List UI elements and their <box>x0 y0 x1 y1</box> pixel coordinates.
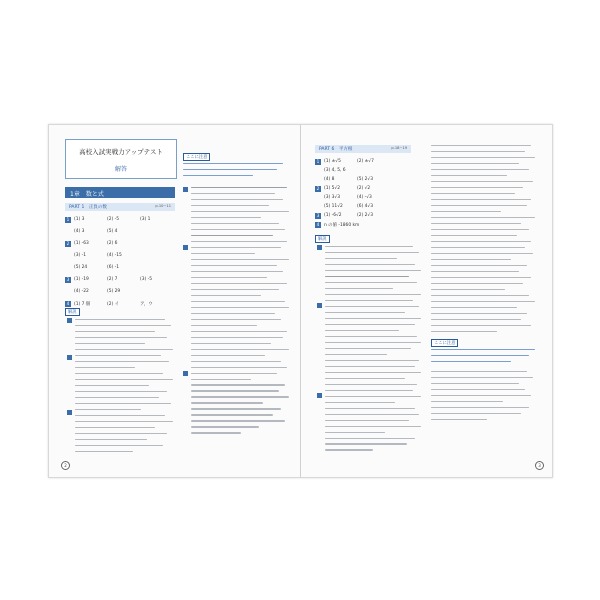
explanation-text-lines <box>431 371 539 425</box>
answer-cell: (2) √2 <box>357 186 371 191</box>
answer-row <box>65 217 173 223</box>
answer-cell: (5) 29 <box>107 289 121 294</box>
question-number: 1 <box>316 159 320 164</box>
answer-cell: (3) 4, 5, 6 <box>324 168 346 173</box>
answer-row <box>315 222 404 228</box>
answer-row <box>315 213 390 219</box>
explanation-text-lines <box>431 145 539 337</box>
section-marker-icon <box>317 303 322 308</box>
answer-cell: (4) 8 <box>324 177 335 182</box>
question-number <box>65 265 71 271</box>
question-number <box>315 204 321 210</box>
note-label: ここに注意 <box>183 153 210 161</box>
answer-cell: (1) 3 <box>74 217 85 222</box>
test-title: 高校入試実戦力アップテスト <box>79 148 163 156</box>
answer-cell: (5) 11√2 <box>324 204 343 209</box>
answer-cell: (4) 3 <box>74 229 85 234</box>
answer-cell: (4) -22 <box>74 289 89 294</box>
answer-cell: (1) -63 <box>74 241 89 246</box>
section-marker-icon <box>183 187 188 192</box>
answer-row <box>65 289 140 295</box>
answer-cell: (2) 7 <box>107 277 118 282</box>
tip-label: ここに注意 <box>431 339 458 347</box>
answer-cell: (3) 3√3 <box>324 195 340 200</box>
answer-row <box>315 177 390 183</box>
answer-cell: (3) -1 <box>74 253 86 258</box>
kaitou-label: 解説 <box>315 235 330 243</box>
answer-cell: (6) -1 <box>107 265 119 270</box>
section-marker-icon <box>317 245 322 250</box>
note-text-lines <box>183 163 291 181</box>
explanation-text-lines <box>75 319 175 457</box>
part-label: PART 6 平方根 <box>319 147 353 152</box>
answer-row <box>65 229 140 235</box>
page-number: 3 <box>535 461 544 470</box>
answer-row <box>315 186 390 192</box>
book-spread <box>48 124 553 478</box>
answer-row <box>65 277 173 283</box>
question-number: 1 <box>66 217 70 222</box>
question-number <box>315 195 321 201</box>
part-bar <box>315 145 411 153</box>
chapter-label: 1章 数と式 <box>70 191 104 198</box>
question-number <box>315 168 321 174</box>
section-marker-icon <box>183 371 188 376</box>
question-number: 2 <box>316 186 320 191</box>
question-number <box>315 177 321 183</box>
section-marker-icon <box>67 410 72 415</box>
answer-cell: (4) -15 <box>107 253 122 258</box>
question-number: 2 <box>66 241 70 246</box>
question-number <box>65 229 71 235</box>
answer-cell: (3) 1 <box>140 217 151 222</box>
page-number: 2 <box>61 461 70 470</box>
kaitou-label: 解説 <box>65 308 80 316</box>
answer-row <box>315 195 390 201</box>
section-marker-icon <box>183 245 188 250</box>
answer-cell: (2) 2√3 <box>357 213 373 218</box>
right-page <box>301 125 552 477</box>
answer-cell: (2) 6 <box>107 241 118 246</box>
answer-row <box>65 241 140 247</box>
part-bar <box>65 203 175 211</box>
answer-row <box>65 301 173 307</box>
answer-cell: (5) 2√3 <box>357 177 373 182</box>
section-marker-icon <box>67 318 72 323</box>
question-number: 4 <box>66 301 70 306</box>
answer-cell: (1) -6√2 <box>324 213 342 218</box>
part-pages: p.10~11 <box>155 204 171 208</box>
answer-row <box>315 168 357 174</box>
answer-row <box>315 204 390 210</box>
answer-row <box>65 253 140 259</box>
explanation-text-lines <box>325 246 423 455</box>
answer-cell: (2) ±√7 <box>357 159 374 164</box>
answer-cell: (5) 4 <box>107 229 118 234</box>
chapter-bar <box>65 187 175 198</box>
answer-cell: (4) -√3 <box>357 195 372 200</box>
answer-row <box>65 265 140 271</box>
test-subtitle: 解答 <box>114 166 127 173</box>
answer-cell: (2) イ <box>107 302 120 307</box>
answer-cell: (1) 5√2 <box>324 186 340 191</box>
part-label: PART 1 正負の数 <box>69 205 107 210</box>
question-number: 3 <box>316 213 320 218</box>
answer-cell: (1) ±√5 <box>324 159 341 164</box>
section-marker-icon <box>67 355 72 360</box>
question-number <box>65 253 71 259</box>
part-pages: p.18~19 <box>391 146 407 150</box>
section-marker-icon <box>317 393 322 398</box>
question-number <box>65 289 71 295</box>
answer-cell: ア，ウ <box>140 302 153 307</box>
answer-cell: (2) -5 <box>107 217 119 222</box>
answer-cell: (1) -19 <box>74 277 89 282</box>
question-number: 3 <box>66 277 70 282</box>
answer-cell: (6) 4√3 <box>357 204 373 209</box>
question-number: 4 <box>316 222 320 227</box>
answer-cell: (1) 7 個 <box>74 302 91 307</box>
test-title-box <box>65 139 177 179</box>
left-page <box>49 125 300 477</box>
answer-cell: n の値 -1860 km <box>324 223 360 228</box>
answer-cell: (3) -5 <box>140 277 152 282</box>
tip-text-lines <box>431 349 539 367</box>
explanation-text-lines <box>191 187 291 438</box>
answer-cell: (5) 24 <box>74 265 88 270</box>
answer-row <box>315 159 390 165</box>
